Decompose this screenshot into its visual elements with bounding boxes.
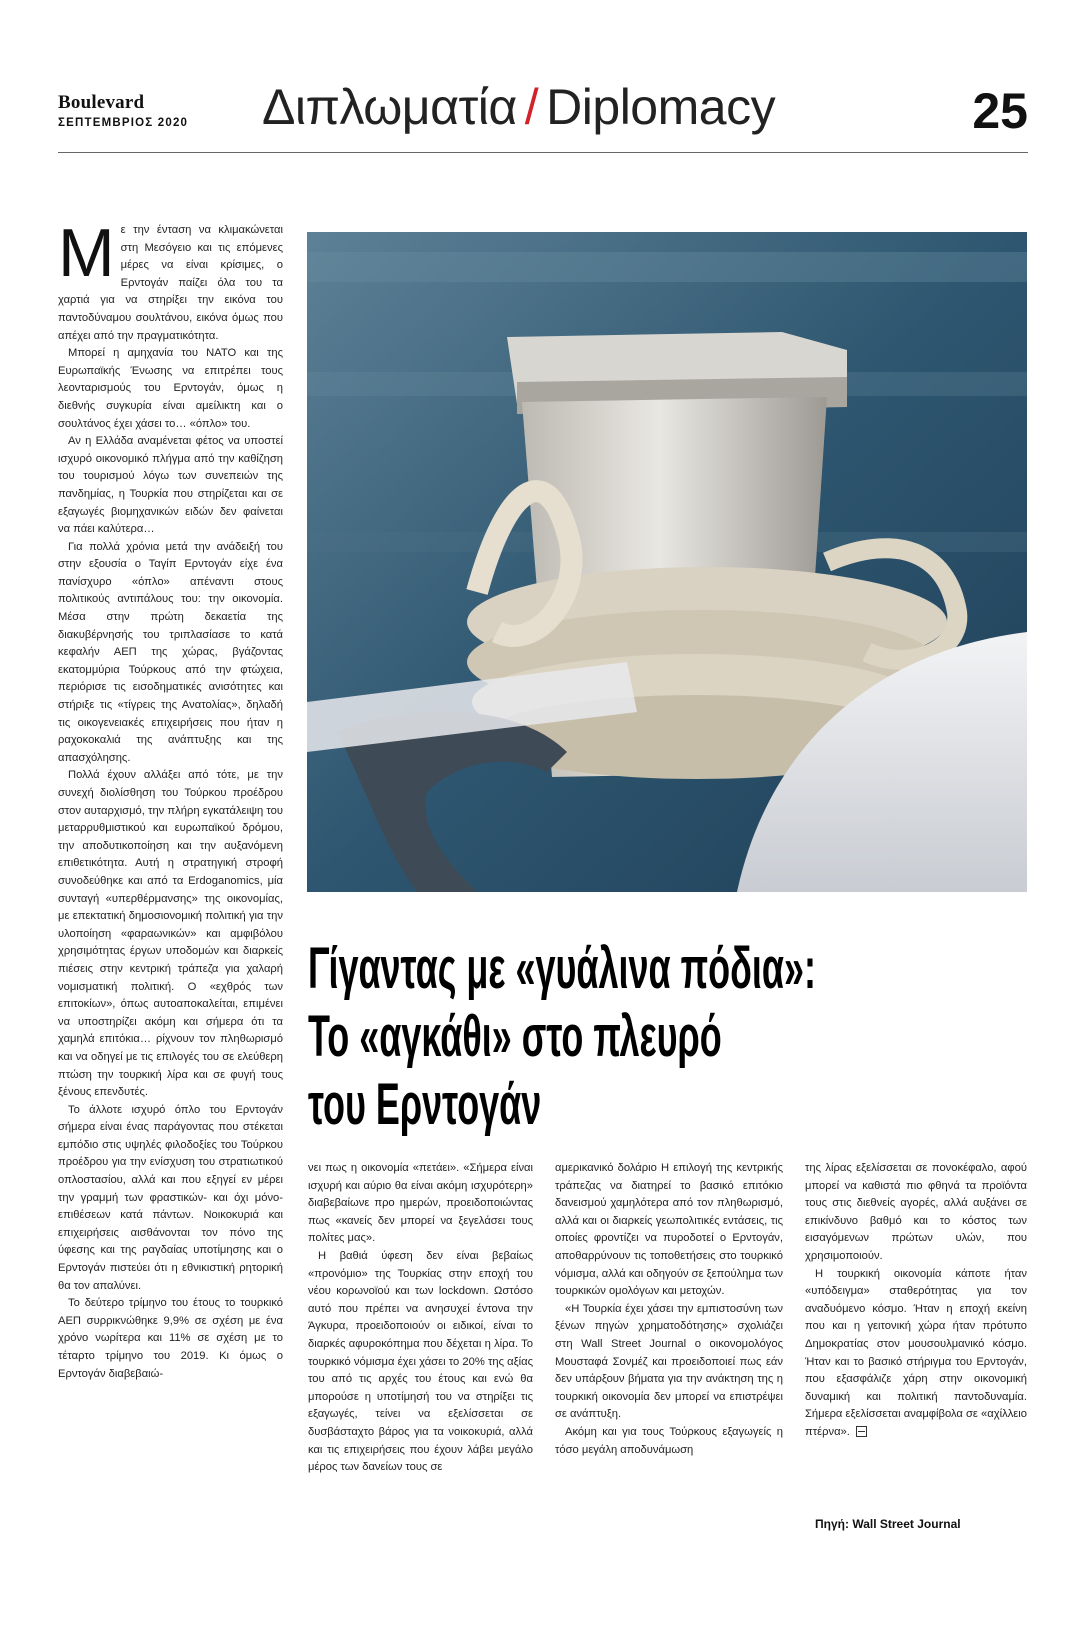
section-title: [262, 78, 775, 136]
section-title-greek: Διπλωματία: [262, 79, 517, 135]
paragraph: Το δεύτερο τρίμηνο του έτους το τουρκικό ΑΕΠ συρρικνώθηκε 9,9% σε σχέση με ένα χρόνο νωρίτερα και 11% σε σχέση με το τέταρτο τρίμηνο του 2019. Κι όμως ο Ερντογάν διαβεβαιώ-: [58, 1297, 283, 1380]
headline-line-3: του Ερντογάν: [308, 1072, 542, 1137]
article-headline: [308, 935, 1027, 1139]
article-column-1: [58, 215, 283, 1383]
headline-line-1: Γίγαντας με «γυάλινα πόδια»:: [308, 936, 816, 1001]
paragraph: Το άλλοτε ισχυρό όπλο του Ερντογάν σήμερα είναι ένας παράγοντας που στέκεται εμπόδιο στις υψηλές φιλοδοξίες του Τούρκου προέδρου για την ενίσχυση του στρατιωτικού οπλοστασίου, αλλά και που εξηγεί εν μέρει την γραμμή των φραστικών- και όχι μόνο- επιθέσεων κατά πάντων. Νοικοκυριά και επιχειρήσεις αισθάνονται τον πόνο της ύφεσης και της ραγδαίας υποτίμησης και ο Ερντογάν πιστεύει ότι η εθνικιστική ρητορική θα τον απαλύνει.: [58, 1103, 283, 1292]
paragraph: Για πολλά χρόνια μετά την ανάδειξή του στην εξουσία ο Ταγίπ Ερντογάν είχε ένα πανίσχυρο «όπλο» απέναντι στους πολιτικούς αντιπάλους του: την οικονομία. Μέσα στην πρώτη δεκαετία της διακυβέρνησής του τριπλασίασε το κατά κεφαλήν ΑΕΠ της χώρας, βγάζοντας εκατομμύρια Τούρκους από την φτώχεια, περιόρισε τις εισοδηματικές ανισότητες και στήριξε τις «τίγρεις της Ανατολίας», δηλαδή τις οικογενειακές επιχειρήσεις που ήταν η ραχοκοκαλιά της ανάπτυξης και της απασχόλησης.: [58, 540, 283, 764]
drop-cap: Μ: [58, 215, 115, 291]
brand-logo: Boulevard: [58, 92, 145, 113]
article-column-4: [805, 1160, 1027, 1442]
header-divider: [58, 152, 1028, 153]
paragraph: νει πως η οικονομία «πετάει». «Σήμερα είναι ισχυρή και αύριο θα είναι ακόμη ισχυρότερη» διαβεβαίωνε προ ημερών, προειδοποιώντας πως «κανείς δεν μπορεί να ξεγελάσει τους πολίτες μας».: [308, 1162, 533, 1245]
photo-illustration: [307, 232, 1027, 892]
headline-line-2: Το «αγκάθι» στο πλευρό: [308, 1004, 722, 1069]
paragraph: Πολλά έχουν αλλάξει από τότε, με την συνεχή διολίσθηση του Τούρκου προέδρου στον αυταρχισμό, την πλήρη εγκατάλειψη του μεταρρυθμιστικού και ευρωπαϊκού δρόμου, την αποδυτικοποίηση και την αυξανόμενη επιθετικότητα. Αυτή η στρατηγική στροφή συνοδεύθηκε και από τα Erdoganomics, μία συνταγή «υπερθέρμανσης» της οικονομίας, με επεκτατική δημοσιονομική πολιτική για την υλοποίηση «φαραωνικών» και αμφιβόλου χρησιμότητας έργων υποδομών και διαρκείς πιέσεις στην κεντρική τράπεζα για χαλαρή νομισματική πολιτική. Ο «εχθρός των επιτοκίων», όπως αυτοαποκαλείται, επιμένει να υποστηρίζει ακόμη και σήμερα ότι τα χαμηλά επιτόκια… ρίχνουν τον πληθωρισμό και να οδηγεί με τις επιλογές του σε ελεύθερη πτώση την τουρκική λίρα και σε φυγή τους ξένους επενδυτές.: [58, 769, 283, 1099]
article-photo-rope-bollard: [307, 232, 1027, 892]
end-of-article-icon: [856, 1426, 867, 1437]
article-source: Πηγή: Wall Street Journal: [815, 1517, 961, 1531]
paragraph: Αν η Ελλάδα αναμένεται φέτος να υποστεί ισχυρό οικονομικό πλήγμα από την καθίζηση του τουρισμού λόγω των συνεπειών της πανδημίας, η Τουρκία που στηρίζεται και σε εξαγωγές βιομηχανικών ειδών δεν φαίνεται να πάει καλύτερα…: [58, 435, 283, 536]
paragraph: Ακόμη και για τους Τούρκους εξαγωγείς η τόσο μεγάλη αποδυνάμωση: [555, 1425, 783, 1456]
paragraph: Με την ένταση να κλιμακώνεται στη Μεσόγειο και τις επόμενες μέρες να είναι κρίσιμες, ο Ερντογάν παίζει όλα του τα χαρτιά για να στηρίξει την εικόνα του παντοδύναμου σουλτάνου, εικόνα όμως που απέχει από την πραγματικότητα.: [58, 215, 283, 342]
page-number: 25: [972, 83, 1028, 139]
paragraph: της λίρας εξελίσσεται σε πονοκέφαλο, αφού μπορεί να καθιστά πιο φθηνά τα προϊόντα τους στις διεθνείς αγορές, αλλά αυξάνει σε επικίνδυνο βαθμό και το κόστος των εισαγόμενων πρώτων υλών, που χρησιμοποιούν.: [805, 1162, 1027, 1262]
section-title-english: Diplomacy: [546, 79, 776, 135]
paragraph: «Η Τουρκία έχει χάσει την εμπιστοσύνη των ξένων πηγών χρηματοδότησης» σχολιάζει στη Wall Street Journal ο οικονομολόγος Μουσταφά Σονμέζ και προειδοποιεί πως εάν δεν υπάρξουν βήματα για την ανάκτηση της η τουρκική οικονομία δεν μπορεί να επιστρέψει σε ανάπτυξη.: [555, 1302, 783, 1421]
article-column-3: [555, 1160, 783, 1459]
paragraph: Η τουρκική οικονομία κάποτε ήταν «υπόδειγμα» σταθερότητας για τον αναδυόμενο κόσμο. Ήταν η εποχή εκείνη που και η γειτονική χώρα ήταν πρότυπο Δημοκρατίας στον μουσουλμανικό κόσμο. Ήταν και το βασικό στήριγμα του Ερντογάν, που εξασφάλιζε χάρη στην οικονομική δυναμική και πολιτική παντοδυναμία. Σήμερα εξελίσσεται αναμφίβολα σε «αχίλλειο πτέρνα».: [805, 1267, 1027, 1438]
paragraph: Μπορεί η αμηχανία του ΝΑΤΟ και της Ευρωπαϊκής Ένωσης να επιτρέπει τους λεονταρισμούς του Ερντογάν, όμως η διεθνής συγκυρία είναι αμείλικτη και ο σουλτάνος έχει χάσει το… «όπλο» του.: [58, 347, 283, 430]
paragraph: αμερικανικό δολάριο Η επιλογή της κεντρικής τράπεζας να διατηρεί το βασικό επιτόκιο δανεισμού χαμηλότερα από τον πληθωρισμό, αλλά και οι διαρκείς γεωπολιτικές εντάσεις, τις οποίες φροντίζει να πυροδοτεί ο Ερντογάν, αποθαρρύνουν τις τοποθετήσεις στο τουρκικό νόμισμα, αλλά και οδηγούν σε ξεπούλημα των τουρκικών ομολόγων και μετοχών.: [555, 1162, 783, 1298]
section-slash: /: [524, 79, 539, 135]
issue-date: ΣΕΠΤΕΜΒΡΙΟΣ 2020: [58, 117, 189, 129]
paragraph: Η βαθιά ύφεση δεν είναι βεβαίως «προνόμιο» της Τουρκίας στην εποχή του νέου κορωνοϊού και των lockdown. Ωστόσο αυτό που πρέπει να ανησυχεί έντονα την Άγκυρα, προειδοποιούν οι ειδικοί, είναι το διαρκές αφυροκόπημα που δέχεται η λίρα. Το τουρκικό νόμισμα έχει χάσει το 20% της αξίας του από τις αρχές του έτους και ενώ θα μπορούσε η υποτίμησή του να στηρίξει τις εξαγωγές, τείνει να εξελίσσεται σε δυσβάσταχτο βάρος για τα νοικοκυριά, αλλά και τις επιχειρήσεις που έχουν λάβει μεγάλο μέρος των δανείων τους σε: [308, 1249, 533, 1474]
article-column-2: [308, 1160, 533, 1477]
